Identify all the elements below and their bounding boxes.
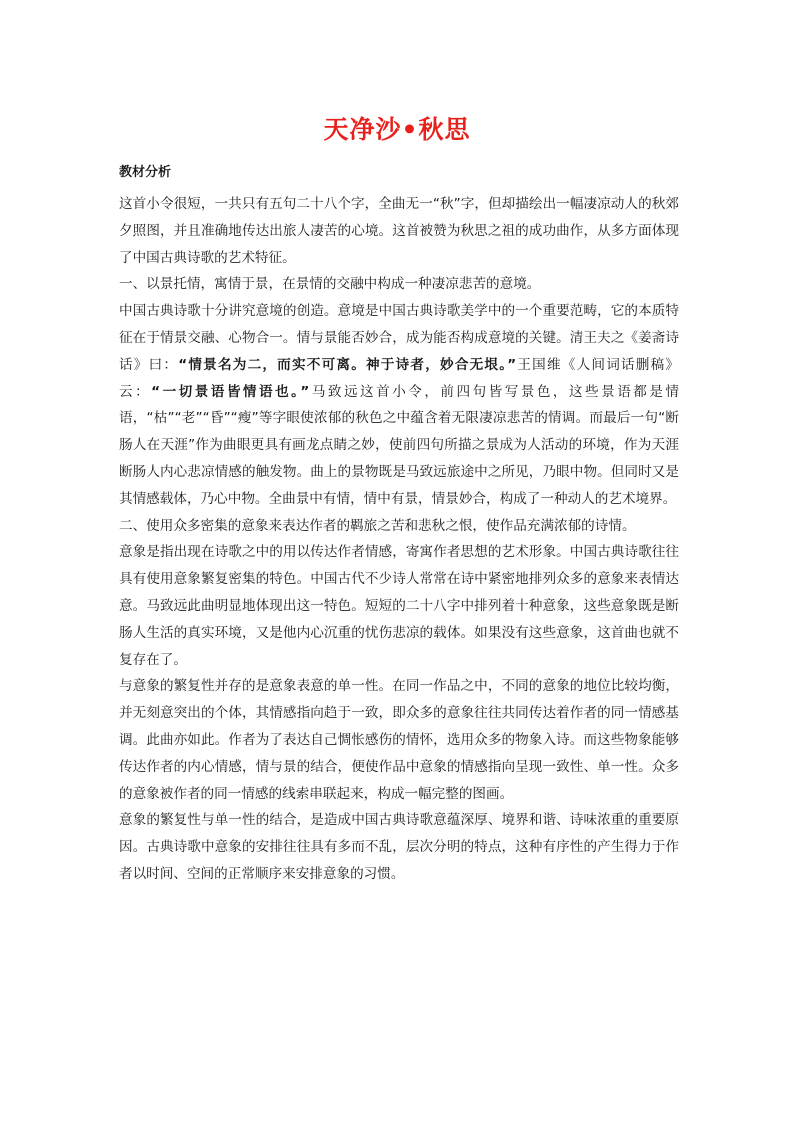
paragraph-text: 马致远这首小令，前四句皆写景色，这些景语都是情语，“枯”“老”“昏”“瘦”等字眼使浓郁的秋色之中蕴含着无限凄凉悲苦的情调。而最后一句“断肠人在天涯”作为曲眼更具有画龙点睛之妙，使前四句所描之景成为人活动的环境，作为天涯断肠人内心悲凉情感的触发物。曲上的景物既是马致远旅途中之所见，乃眼中物。但同时又是其情感载体，乃心中物。全曲景中有情，情中有景，情景妙合，构成了一种动人的艺术境界。: [119, 383, 680, 507]
section-label: 教材分析: [119, 165, 172, 180]
document-title: 天净沙•秋思: [323, 115, 471, 144]
paragraph-text: 王国维《人间词话删稿》云：: [119, 356, 680, 400]
paragraph-context-one: [119, 298, 679, 512]
quote-wang-fuzhi: “情景名为二，而实不可离。神于诗者，妙合无垠。”: [178, 356, 517, 373]
paragraph-unity: 与意象的繁复性并存的是意象表意的单一性。在同一作品之中，不同的意象的地位比较均衡，并无刻意突出的个体，其情感指向趋于一致，即众多的意象往往共同传达着作者的同一情感基调。此曲亦如此。作者为了表达自己惆怅感伤的情怀，选用众多的物象入诗。而这些物象能够传达作者的内心情感，情与景的结合，便使作品中意象的情感指向呈现一致性、单一性。众多的意象被作者的同一情感的线索串联起来，构成一幅完整的图画。: [119, 678, 679, 802]
paragraph-conclusion: 意象的繁复性与单一性的结合，是造成中国古典诗歌意蕴深厚、境界和谐、诗味浓重的重要原因。古典诗歌中意象的安排往往具有多而不乱，层次分明的特点，这种有序性的产生得力于作者以时间、空间的正常顺序来安排意象的习惯。: [119, 812, 679, 882]
paragraph-imagery: 意象是指出现在诗歌之中的用以传达作者情感，寄寓作者思想的艺术形象。中国古典诗歌往往具有使用意象繁复密集的特色。中国古代不少诗人常常在诗中紧密地排列众多的意象来表情达意。马致远此曲明显地体现出这一特色。短短的二十八字中排列着十种意象，这些意象既是断肠人生活的真实环境，又是他内心沉重的忧伤悲凉的载体。如果没有这些意象，这首曲也就不复存在了。: [119, 544, 679, 668]
paragraph-heading-two: 二、使用众多密集的意象来表达作者的羁旅之苦和悲秋之恨，使作品充满浓郁的诗情。: [119, 517, 636, 534]
paragraph-heading-one: 一、以景托情，寓情于景，在景情的交融中构成一种凄凉悲苦的意境。: [119, 276, 541, 293]
document-body: [119, 160, 679, 888]
paragraph-intro: 这首小令很短，一共只有五句二十八个字，全曲无一“秋”字，但却描绘出一幅凄凉动人的秋郊夕照图，并且准确地传达出旅人凄苦的心境。这首被赞为秋思之祖的成功曲作，从多方面体现了中国古典诗歌的艺术特征。: [119, 196, 679, 266]
quote-wang-guowei: “一切景语皆情语也。”: [151, 383, 310, 400]
paragraph-text: 中国古典诗歌十分讲究意境的创造。意境是中国古典诗歌美学中的一个重要范畴，它的本质特征在于情景交融、心物合一。情与景能否妙合，成为能否构成意境的关键。清王夫之《姜斋诗话》曰：: [119, 303, 679, 373]
